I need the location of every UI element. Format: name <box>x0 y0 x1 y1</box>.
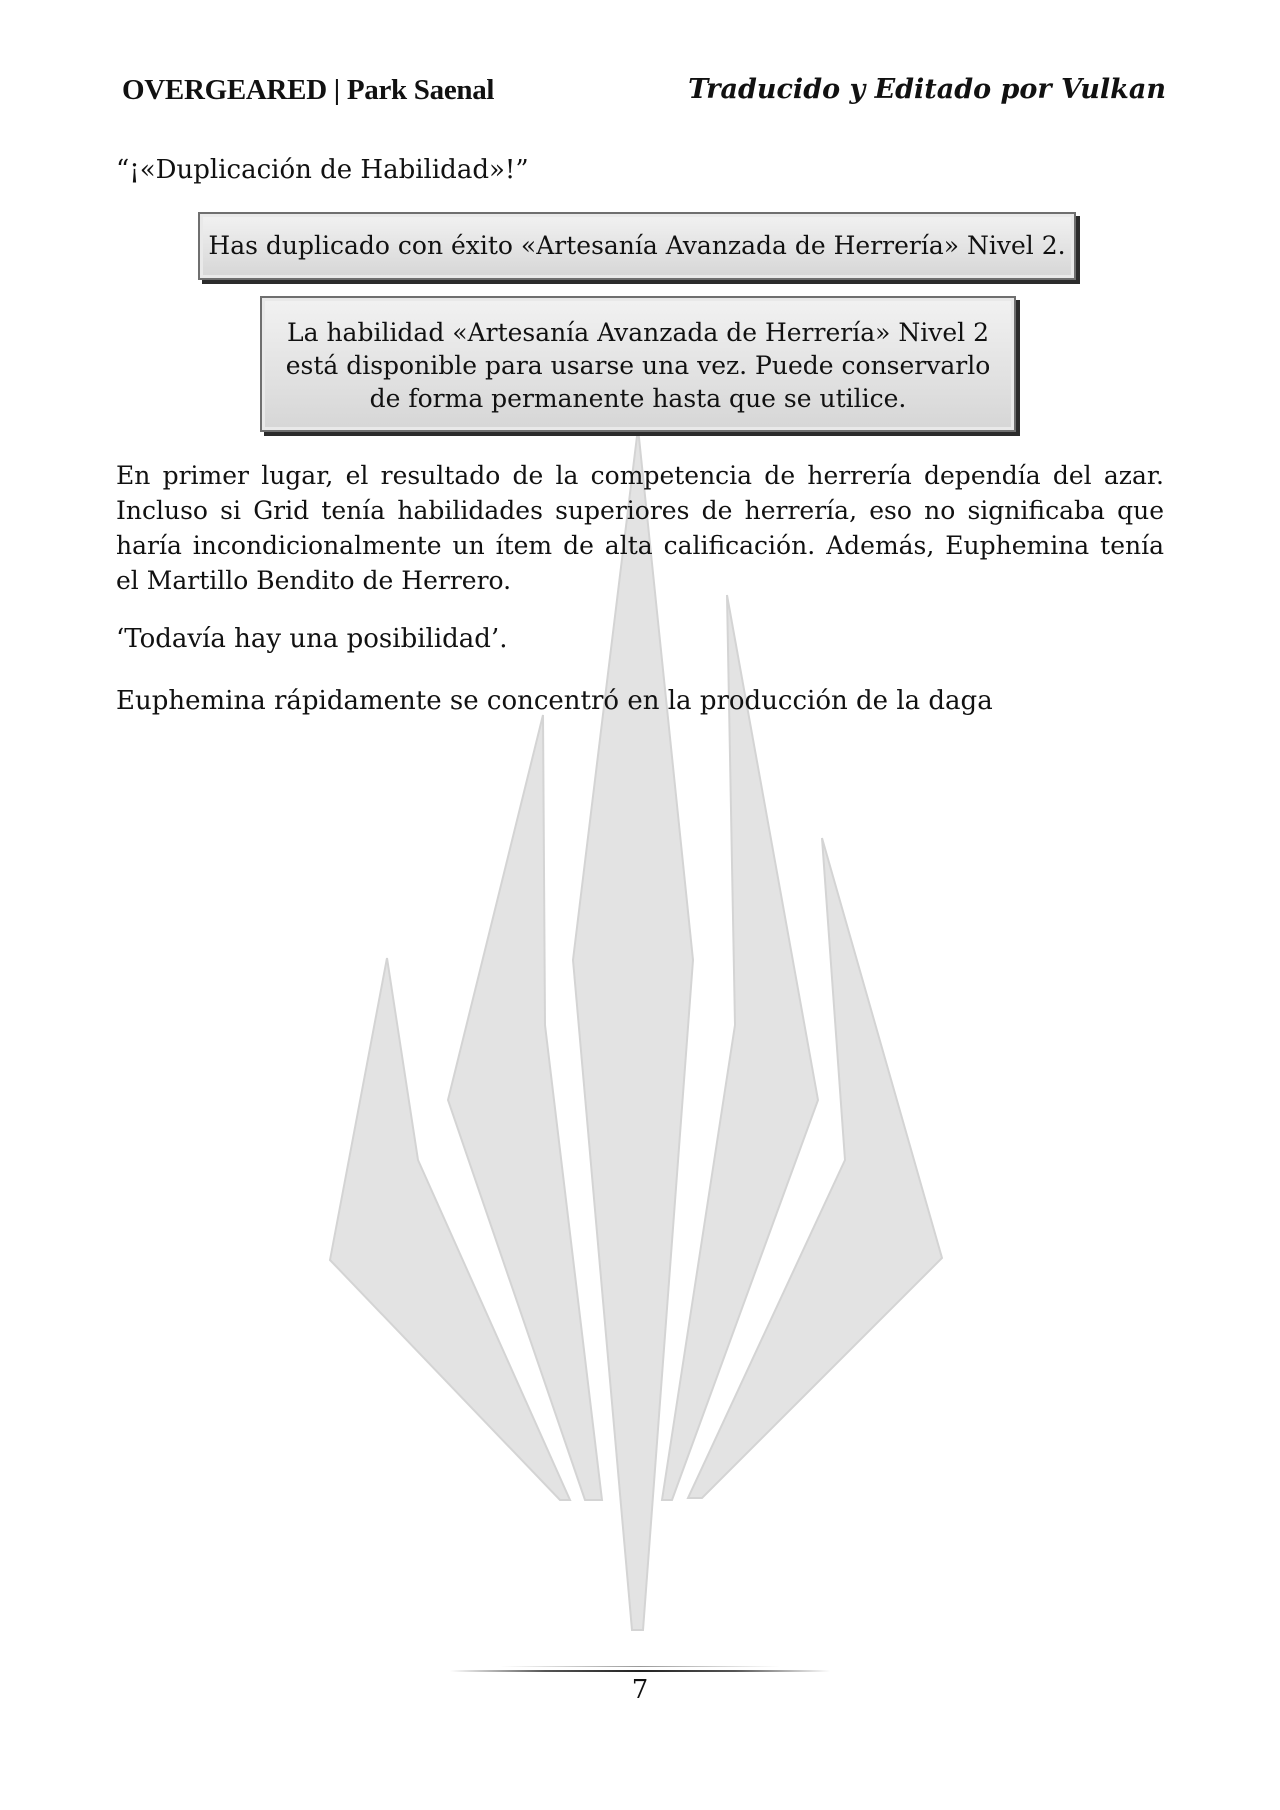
body-paragraph: En primer lugar, el resultado de la competencia de herrería dependía del azar. Incluso si Grid tenía habilidades superiores de herrería, eso no significaba que haría incondicionalmente un ítem de alta calificación. Además, Euphemina tenía el Martillo Bendito de Herrero. <box>116 461 1164 595</box>
footer-divider <box>450 1670 830 1672</box>
skill-exclamation: “¡«Duplicación de Habilidad»!” <box>116 155 529 185</box>
system-message-line: de forma permanente hasta que se utilice. <box>369 384 907 413</box>
system-message-line: La habilidad «Artesanía Avanzada de Herrería» Nivel 2 <box>286 318 989 347</box>
book-title-author: OVERGEARED | Park Saenal <box>122 74 495 106</box>
page-header <box>122 74 1166 114</box>
system-message-box-duplicated <box>198 212 1076 280</box>
page-number: 7 <box>631 1675 649 1705</box>
footer-divider-thin <box>500 1666 780 1667</box>
system-message-box-availability <box>260 296 1016 432</box>
system-message-text: Has duplicado con éxito «Artesanía Avanzada de Herrería» Nivel 2. <box>208 231 1066 260</box>
inner-thought: ‘Todavía hay una posibilidad’. <box>116 624 508 654</box>
translator-credit: Traducido y Editado por Vulkan <box>688 74 1166 105</box>
body-paragraph: Euphemina rápidamente se concentró en la producción de la daga <box>116 686 993 716</box>
system-message-line: está disponible para usarse una vez. Puede conservarlo <box>285 351 991 380</box>
